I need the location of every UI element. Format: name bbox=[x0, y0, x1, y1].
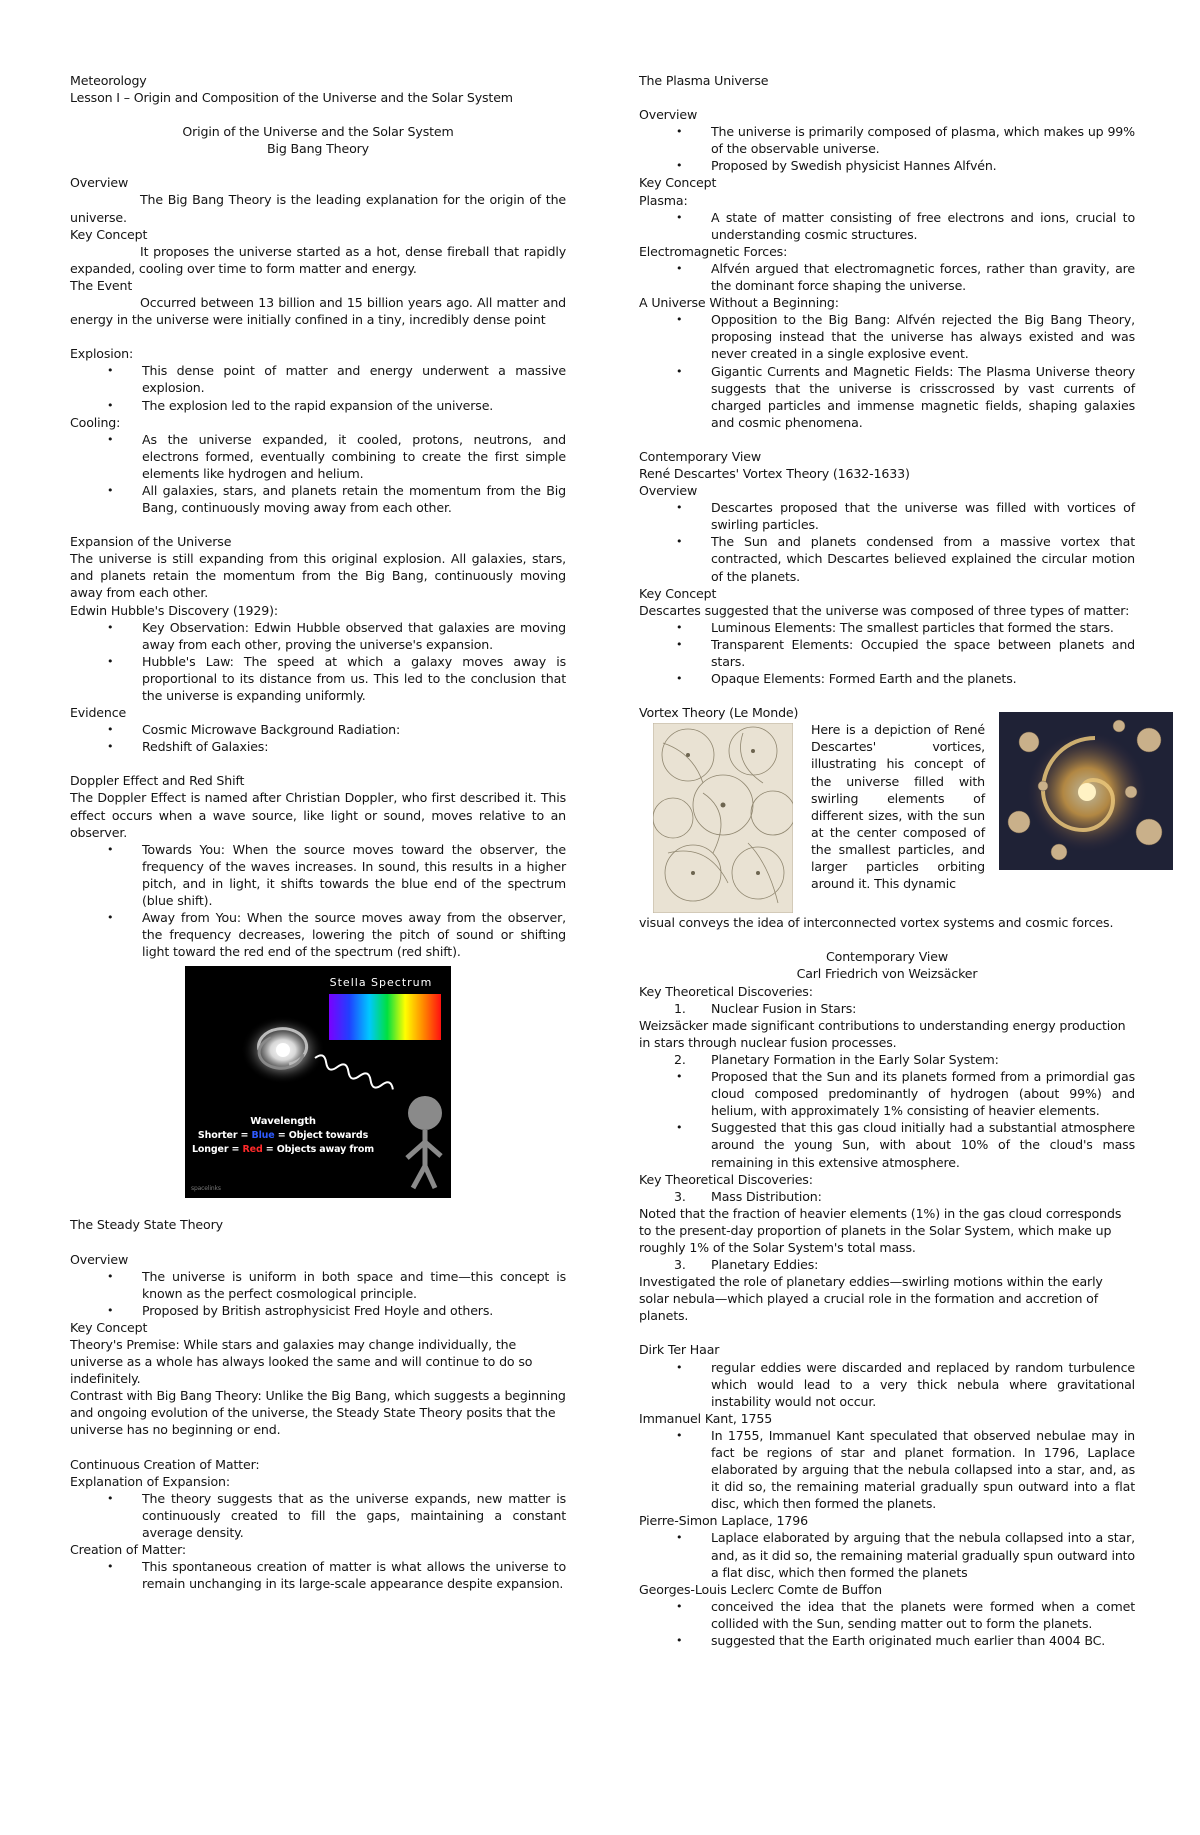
descartes-heading: René Descartes' Vortex Theory (1632-1633) bbox=[639, 465, 910, 481]
explanation-list bbox=[70, 1490, 566, 1541]
ter-haar-list bbox=[639, 1359, 1135, 1410]
weizsacker-list-2 bbox=[639, 1051, 1135, 1068]
weizsacker-text-3: Noted that the fraction of heavier elements (1%) in the gas cloud corresponds to the present-day proportion of planets in the Solar System, which make up roughly 1% of the Solar System's total mass. bbox=[639, 1205, 1122, 1255]
weizsacker-heading: Contemporary View bbox=[826, 949, 948, 965]
vortex-spiral-image bbox=[999, 712, 1173, 870]
list-item: • Suggested that this gas cloud initially had a substantial atmosphere around the young Sun, with about 10% of the cloud's mass remaining in this extensive atmosphere. bbox=[639, 1119, 1135, 1170]
plasma-key-heading: Key Concept bbox=[639, 175, 717, 191]
buffon-list bbox=[639, 1598, 1135, 1649]
weizsacker-text-1: Weizsäcker made significant contributions to understanding energy production in stars through nuclear fusion processes. bbox=[639, 1017, 1126, 1050]
weizsacker-discoveries-heading: Key Theoretical Discoveries: bbox=[639, 983, 813, 999]
ter-haar-heading: Dirk Ter Haar bbox=[639, 1342, 720, 1358]
descartes-key-heading: Key Concept bbox=[639, 585, 717, 601]
list-item: • Descartes proposed that the universe was filled with vortices of swirling particles. bbox=[639, 499, 1135, 533]
em-list bbox=[639, 260, 1135, 294]
weizsacker-text-4: Investigated the role of planetary eddies—swirling motions within the early solar nebula—which played a crucial role in the formation and accretion of planets. bbox=[639, 1274, 1103, 1324]
list-item: • Proposed by British astrophysicist Fred Hoyle and others. bbox=[70, 1302, 566, 1319]
plasma-overview-heading: Overview bbox=[639, 107, 698, 123]
left-column bbox=[70, 72, 566, 1592]
course-name: Meteorology bbox=[70, 73, 147, 88]
evidence-heading: Evidence bbox=[70, 705, 127, 721]
numbered-item: 2. Planetary Formation in the Early Solar System: bbox=[674, 1051, 999, 1067]
list-item: • Gigantic Currents and Magnetic Fields: The Plasma Universe theory suggests that the universe is crisscrossed by vast currents of charged particles and immense magnetic fields, shaping galaxies and cosmic phenomena. bbox=[639, 363, 1135, 431]
list-item: • In 1755, Immanuel Kant speculated that observed nebulae may in fact be regions of star and planet formation. In 1796, Laplace elaborated by arguing that the nebula collapsed into a star, and, as it did so, the remaining material gradually spun outward into a flat disc, which then formed the planets. bbox=[639, 1427, 1135, 1512]
evidence-list bbox=[70, 721, 566, 755]
key-concept-text: It proposes the universe started as a hot, dense fireball that rapidly expanded, cooling over time to form matter and energy. bbox=[70, 243, 566, 276]
numbered-item: 1. Nuclear Fusion in Stars: bbox=[674, 1000, 857, 1016]
no-beginning-list bbox=[639, 311, 1135, 431]
weizsacker-name: Carl Friedrich von Weizsäcker bbox=[796, 966, 978, 982]
list-item: • The theory suggests that as the universe expands, new matter is continuously created to fill the gaps, maintaining a constant average density. bbox=[70, 1490, 566, 1541]
wavelength-label: Wavelength bbox=[250, 1116, 316, 1128]
list-item: • Redshift of Galaxies: bbox=[70, 738, 566, 755]
event-heading: The Event bbox=[70, 277, 133, 293]
cooling-heading: Cooling: bbox=[70, 414, 121, 430]
no-beginning-label: A Universe Without a Beginning: bbox=[639, 295, 839, 311]
kant-list bbox=[639, 1427, 1135, 1512]
list-item: • This dense point of matter and energy underwent a massive explosion. bbox=[70, 362, 566, 396]
descartes-vortices-image bbox=[653, 723, 793, 913]
buffon-heading: Georges-Louis Leclerc Comte de Buffon bbox=[639, 1581, 882, 1597]
kant-heading: Immanuel Kant, 1755 bbox=[639, 1410, 773, 1426]
event-text: Occurred between 13 billion and 15 billion years ago. All matter and energy in the universe were initially confined in a tiny, incredibly dense point bbox=[70, 295, 566, 328]
list-item: • The explosion led to the rapid expansion of the universe. bbox=[70, 397, 566, 414]
list-item: • Cosmic Microwave Background Radiation: bbox=[70, 721, 566, 738]
hubble-list bbox=[70, 619, 566, 704]
shorter-label: Shorter = Blue = Object towards bbox=[197, 1130, 369, 1142]
list-item: • Alfvén argued that electromagnetic forces, rather than gravity, are the dominant force shaping the universe. bbox=[639, 260, 1135, 294]
doppler-text: The Doppler Effect is named after Christian Doppler, who first described it. This effect occurs when a wave source, like light or sound, moves relative to an observer. bbox=[70, 790, 566, 840]
explosion-heading: Explosion: bbox=[70, 346, 134, 362]
vortex-section bbox=[639, 721, 1135, 914]
plasma-overview-list bbox=[639, 123, 1135, 174]
steady-state-heading: The Steady State Theory bbox=[70, 1217, 223, 1233]
weizsacker-list-4 bbox=[639, 1256, 1135, 1273]
em-label: Electromagnetic Forces: bbox=[639, 243, 788, 259]
contemporary-heading: Contemporary View bbox=[639, 448, 761, 464]
descartes-overview-heading: Overview bbox=[639, 483, 698, 499]
list-item: • The universe is uniform in both space and time—this concept is known as the perfect cosmological principle. bbox=[70, 1268, 566, 1302]
list-item: • Luminous Elements: The smallest particles that formed the stars. bbox=[639, 619, 1135, 636]
spectrum-bar bbox=[329, 994, 441, 1040]
list-item: • Away from You: When the source moves away from the observer, the frequency decreases, lowering the pitch of sound or shifting light toward the red end of the spectrum (red shift). bbox=[70, 909, 566, 960]
creation-heading: Creation of Matter: bbox=[70, 1542, 186, 1557]
list-item: • Transparent Elements: Occupied the space between planets and stars. bbox=[639, 636, 1135, 670]
weizsacker-bullets-2 bbox=[639, 1068, 1135, 1171]
steady-key-heading: Key Concept bbox=[70, 1319, 148, 1335]
list-item: • Opaque Elements: Formed Earth and the planets. bbox=[639, 670, 1135, 687]
explanation-heading: Explanation of Expansion: bbox=[70, 1473, 230, 1489]
list-item: • Proposed that the Sun and its planets formed from a primordial gas cloud composed predominantly of hydrogen (about 99%) and helium, with approximately 1% consisting of heavier elements. bbox=[639, 1068, 1135, 1119]
steady-overview-list bbox=[70, 1268, 566, 1319]
list-item: • All galaxies, stars, and planets retain the momentum from the Big Bang, continuously moving away from each other. bbox=[70, 482, 566, 516]
expansion-heading: Expansion of the Universe bbox=[70, 534, 232, 550]
numbered-item: 3. Mass Distribution: bbox=[674, 1188, 822, 1204]
section-subtitle: Big Bang Theory bbox=[267, 141, 369, 157]
list-item: • regular eddies were discarded and replaced by random turbulence which would lead to a very thick nebula where gravitational instability would not occur. bbox=[639, 1359, 1135, 1410]
numbered-item: 3. Planetary Eddies: bbox=[674, 1257, 819, 1273]
weizsacker-discoveries-heading-2: Key Theoretical Discoveries: bbox=[639, 1171, 813, 1187]
vortex-description-continued: visual conveys the idea of interconnected vortex systems and cosmic forces. bbox=[639, 915, 1114, 931]
cooling-list bbox=[70, 431, 566, 516]
doppler-heading: Doppler Effect and Red Shift bbox=[70, 773, 245, 789]
vortex-heading: Vortex Theory (Le Monde) bbox=[639, 705, 799, 721]
list-item: • suggested that the Earth originated much earlier than 4004 BC. bbox=[639, 1632, 1135, 1649]
laplace-list bbox=[639, 1529, 1135, 1580]
creation-list bbox=[70, 1558, 566, 1592]
stella-spectrum-image bbox=[185, 966, 451, 1198]
plasma-heading: The Plasma Universe bbox=[639, 73, 769, 88]
vortex-description: Here is a depiction of René Descartes' vortices, illustrating his concept of the universe filled with swirling elements of different sizes, with the sun at the center composed of the smallest particles, and larger particles orbiting around it. This dynamic bbox=[811, 722, 985, 892]
doppler-list bbox=[70, 841, 566, 961]
list-item: • Laplace elaborated by arguing that the nebula collapsed into a star, and, as it did so, the remaining material gradually spun outward into a flat disc, which then formed the planets bbox=[639, 1529, 1135, 1580]
longer-label: Longer = Red = Objects away from bbox=[192, 1144, 374, 1156]
laplace-heading: Pierre-Simon Laplace, 1796 bbox=[639, 1513, 808, 1529]
explosion-list bbox=[70, 362, 566, 413]
hubble-heading: Edwin Hubble's Discovery (1929): bbox=[70, 602, 278, 618]
list-item: • Key Observation: Edwin Hubble observed that galaxies are moving away from each other, proving the universe's expansion. bbox=[70, 619, 566, 653]
descartes-key-list bbox=[639, 619, 1135, 687]
overview-text: The Big Bang Theory is the leading explanation for the origin of the universe. bbox=[70, 192, 566, 225]
list-item: • conceived the idea that the planets were formed when a comet collided with the Sun, sending matter out to form the planets. bbox=[639, 1598, 1135, 1632]
list-item: • A state of matter consisting of free electrons and ions, crucial to understanding cosmic structures. bbox=[639, 209, 1135, 243]
expansion-text: The universe is still expanding from this original explosion. All galaxies, stars, and planets retain the momentum from the Big Bang, continuously moving away from each other. bbox=[70, 551, 566, 601]
figure-credit: spacelinks bbox=[191, 1185, 221, 1193]
list-item: • Opposition to the Big Bang: Alfvén rejected the Big Bang Theory, proposing instead that the universe has always existed and was never created in a single explosive event. bbox=[639, 311, 1135, 362]
list-item: • As the universe expanded, it cooled, protons, neutrons, and electrons formed, eventually combining to create the first simple elements like hydrogen and helium. bbox=[70, 431, 566, 482]
list-item: • The universe is primarily composed of plasma, which makes up 99% of the observable universe. bbox=[639, 123, 1135, 157]
steady-overview-heading: Overview bbox=[70, 1251, 129, 1267]
descartes-key-text: Descartes suggested that the universe was composed of three types of matter: bbox=[639, 602, 1130, 618]
section-title: Origin of the Universe and the Solar System bbox=[182, 124, 454, 140]
figure-title: Stella Spectrum bbox=[329, 976, 433, 990]
plasma-label: Plasma: bbox=[639, 192, 688, 208]
list-item: • Proposed by Swedish physicist Hannes Alfvén. bbox=[639, 157, 1135, 174]
steady-premise: Theory's Premise: While stars and galaxies may change individually, the universe as a whole has always looked the same and will continue to do so indefinitely. bbox=[70, 1336, 533, 1387]
plasma-list bbox=[639, 209, 1135, 243]
lesson-title: Lesson I – Origin and Composition of the Universe and the Solar System bbox=[70, 90, 513, 106]
galaxy-icon bbox=[241, 1016, 325, 1084]
list-item: • This spontaneous creation of matter is what allows the universe to remain unchanging in its large-scale appearance despite expansion. bbox=[70, 1558, 566, 1592]
weizsacker-list-3 bbox=[639, 1188, 1135, 1205]
list-item: • The Sun and planets condensed from a massive vortex that contracted, which Descartes believed explained the circular motion of the planets. bbox=[639, 533, 1135, 584]
list-item: • Towards You: When the source moves toward the observer, the frequency of the waves increases. In sound, this results in a higher pitch, and in light, it shifts towards the blue end of the spectrum (blue shift). bbox=[70, 841, 566, 909]
steady-contrast: Contrast with Big Bang Theory: Unlike the Big Bang, which suggests a beginning and ongoing evolution of the universe, the Steady State Theory posits that the universe has no beginning or end. bbox=[70, 1388, 566, 1438]
descartes-overview-list bbox=[639, 499, 1135, 584]
key-concept-heading: Key Concept bbox=[70, 226, 148, 242]
doppler-figure bbox=[70, 966, 566, 1198]
weizsacker-list-1 bbox=[639, 1000, 1135, 1017]
list-item: • Hubble's Law: The speed at which a galaxy moves away is proportional to its distance from us. This led to the conclusion that the universe is expanding uniformly. bbox=[70, 653, 566, 704]
continuous-creation-heading: Continuous Creation of Matter: bbox=[70, 1456, 260, 1472]
overview-heading: Overview bbox=[70, 175, 129, 191]
right-column bbox=[639, 72, 1135, 1649]
